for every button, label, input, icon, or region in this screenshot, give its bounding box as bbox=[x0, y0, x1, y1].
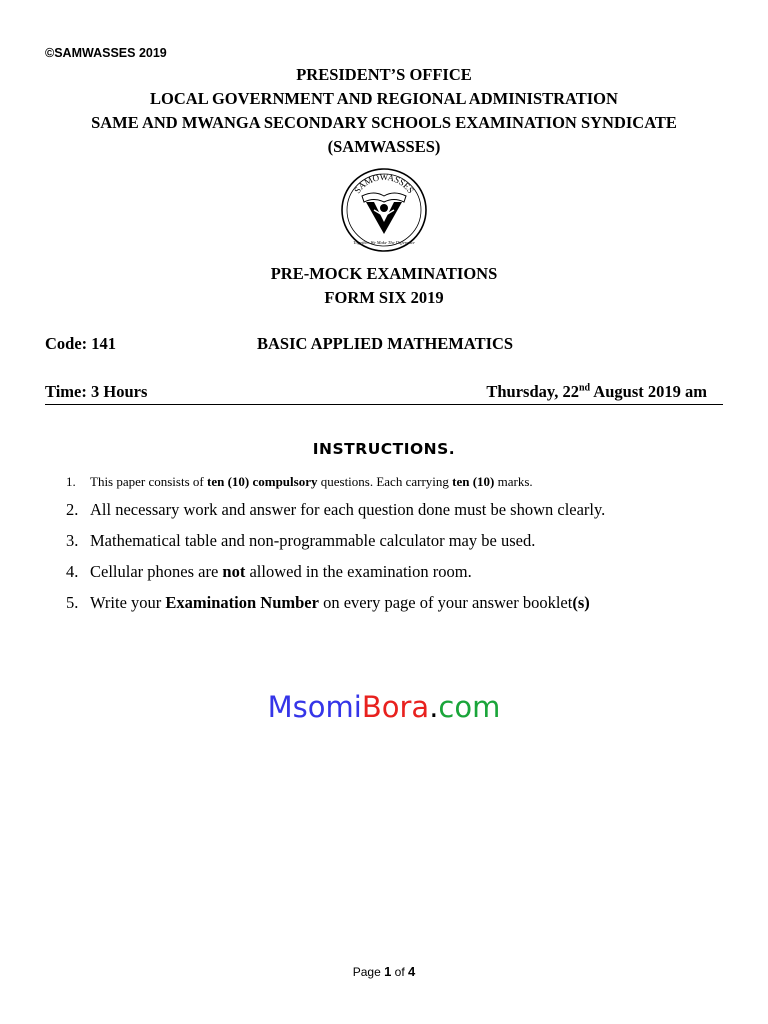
header-acronym: (SAMWASSES) bbox=[327, 137, 441, 156]
page-total: 4 bbox=[408, 964, 416, 979]
exam-title-block bbox=[0, 262, 768, 310]
instruction-emphasis: not bbox=[222, 562, 246, 581]
instruction-text: marks. bbox=[494, 474, 533, 489]
instruction-emphasis: (s) bbox=[572, 593, 590, 612]
header-ministry: LOCAL GOVERNMENT AND REGIONAL ADMINISTRATION bbox=[150, 89, 618, 108]
watermark-part: com bbox=[438, 690, 501, 724]
instruction-number: 4. bbox=[66, 562, 79, 581]
instruction-item bbox=[66, 530, 746, 561]
instruction-emphasis: ten (10) compulsory bbox=[206, 474, 318, 489]
copyright-notice: ©SAMWASSES 2019 bbox=[45, 46, 167, 60]
document-header bbox=[0, 63, 768, 159]
instruction-item bbox=[66, 499, 746, 530]
instruction-text: Write your bbox=[90, 593, 166, 612]
instruction-text: All necessary work and answer for each question done must be shown clearly. bbox=[90, 500, 606, 519]
page-footer bbox=[0, 964, 768, 979]
instruction-text: This paper consists of bbox=[90, 474, 207, 489]
instruction-text: questions. Each carrying bbox=[317, 474, 453, 489]
exam-date-rest: August 2019 am bbox=[590, 382, 707, 401]
header-syndicate: SAME AND MWANGA SECONDARY SCHOOLS EXAMINATION SYNDICATE bbox=[91, 113, 677, 132]
page-label: Page bbox=[352, 965, 385, 979]
instruction-text: allowed in the examination room. bbox=[245, 562, 472, 581]
logo-motto: Together We Make The Difference bbox=[353, 240, 415, 245]
instruction-number: 3. bbox=[66, 531, 79, 550]
instructions-title: INSTRUCTIONS. bbox=[312, 440, 456, 458]
page-number: 1 bbox=[384, 964, 392, 979]
paper-subject: BASIC APPLIED MATHEMATICS bbox=[257, 334, 514, 353]
watermark-part: Msomi bbox=[267, 690, 362, 724]
exam-duration: Time: 3 Hours bbox=[45, 382, 148, 401]
instruction-number: 2. bbox=[66, 500, 79, 519]
instruction-number: 1. bbox=[66, 474, 76, 489]
instruction-number: 5. bbox=[66, 593, 79, 612]
instruction-item bbox=[66, 473, 746, 499]
exam-form: FORM SIX 2019 bbox=[324, 288, 444, 307]
instruction-emphasis: ten (10) bbox=[452, 474, 495, 489]
header-divider bbox=[45, 404, 723, 405]
watermark-part: . bbox=[429, 690, 439, 724]
exam-date bbox=[486, 382, 707, 402]
instruction-text: Mathematical table and non-programmable calculator may be used. bbox=[90, 531, 536, 550]
logo-arc-text: SAMOWASSES bbox=[352, 171, 416, 196]
watermark-part: Bora bbox=[361, 690, 430, 724]
paper-code: Code: 141 bbox=[45, 334, 117, 353]
instructions-list bbox=[66, 473, 746, 623]
exam-date-suffix: nd bbox=[578, 382, 591, 394]
page-of-label: of bbox=[391, 965, 409, 979]
instruction-item bbox=[66, 561, 746, 592]
exam-date-day: Thursday, 22 bbox=[486, 382, 579, 401]
header-office: PRESIDENT’S OFFICE bbox=[296, 65, 472, 84]
instruction-text: Cellular phones are bbox=[90, 562, 223, 581]
instruction-item bbox=[66, 592, 746, 623]
instruction-emphasis: Examination Number bbox=[165, 593, 319, 612]
msomibora-watermark bbox=[0, 690, 768, 724]
exam-title: PRE-MOCK EXAMINATIONS bbox=[270, 264, 498, 283]
instruction-text: on every page of your answer booklet bbox=[318, 593, 573, 612]
samwasses-logo bbox=[338, 166, 430, 254]
